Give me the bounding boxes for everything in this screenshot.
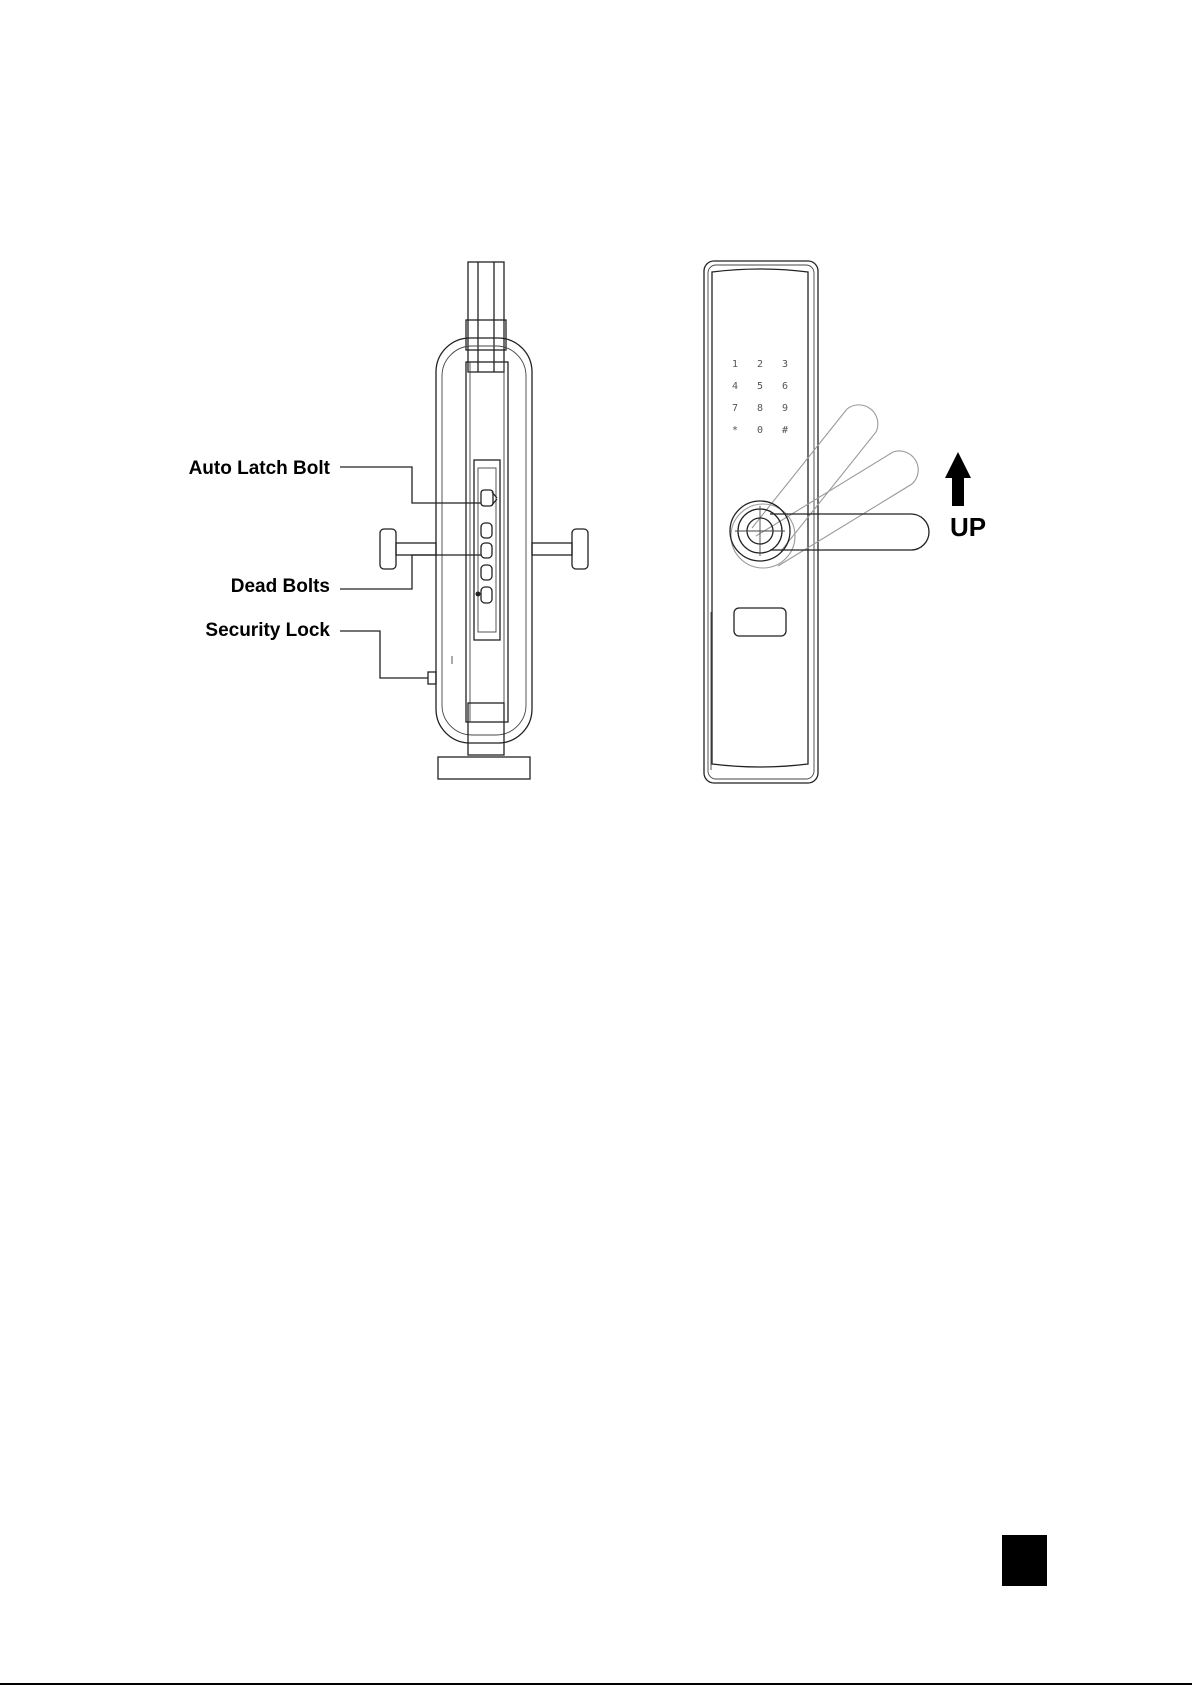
keypad xyxy=(732,359,788,436)
keypad-key: 1 xyxy=(731,359,739,370)
callout-leaders xyxy=(340,467,481,678)
dead-bolts-shape xyxy=(481,523,492,603)
keypad-key: 6 xyxy=(781,381,789,392)
handle-horizontal xyxy=(730,501,929,561)
page-marker xyxy=(1002,1535,1047,1586)
keypad-key: 5 xyxy=(756,381,764,392)
up-arrow-icon xyxy=(945,452,971,506)
front-view-drawing xyxy=(704,261,929,783)
keypad-key: * xyxy=(731,425,739,436)
fingerprint-reader xyxy=(734,608,786,636)
keypad-key: 0 xyxy=(756,425,764,436)
keypad-key: 4 xyxy=(731,381,739,392)
callout-dead-bolts: Dead Bolts xyxy=(230,576,330,597)
side-handles xyxy=(380,529,588,569)
side-view-drawing xyxy=(380,262,588,779)
security-lock-shape xyxy=(428,672,436,684)
keypad-key: 2 xyxy=(756,359,764,370)
keypad-key: 9 xyxy=(781,403,789,414)
keypad-key: 7 xyxy=(731,403,739,414)
callout-security-lock: Security Lock xyxy=(205,620,330,641)
auto-latch-bolt-shape xyxy=(481,490,493,506)
keypad-key: 3 xyxy=(781,359,789,370)
callout-auto-latch-bolt: Auto Latch Bolt xyxy=(188,458,330,479)
keypad-key: # xyxy=(781,425,789,436)
up-direction-label: UP xyxy=(949,512,987,542)
keypad-key: 8 xyxy=(756,403,764,414)
